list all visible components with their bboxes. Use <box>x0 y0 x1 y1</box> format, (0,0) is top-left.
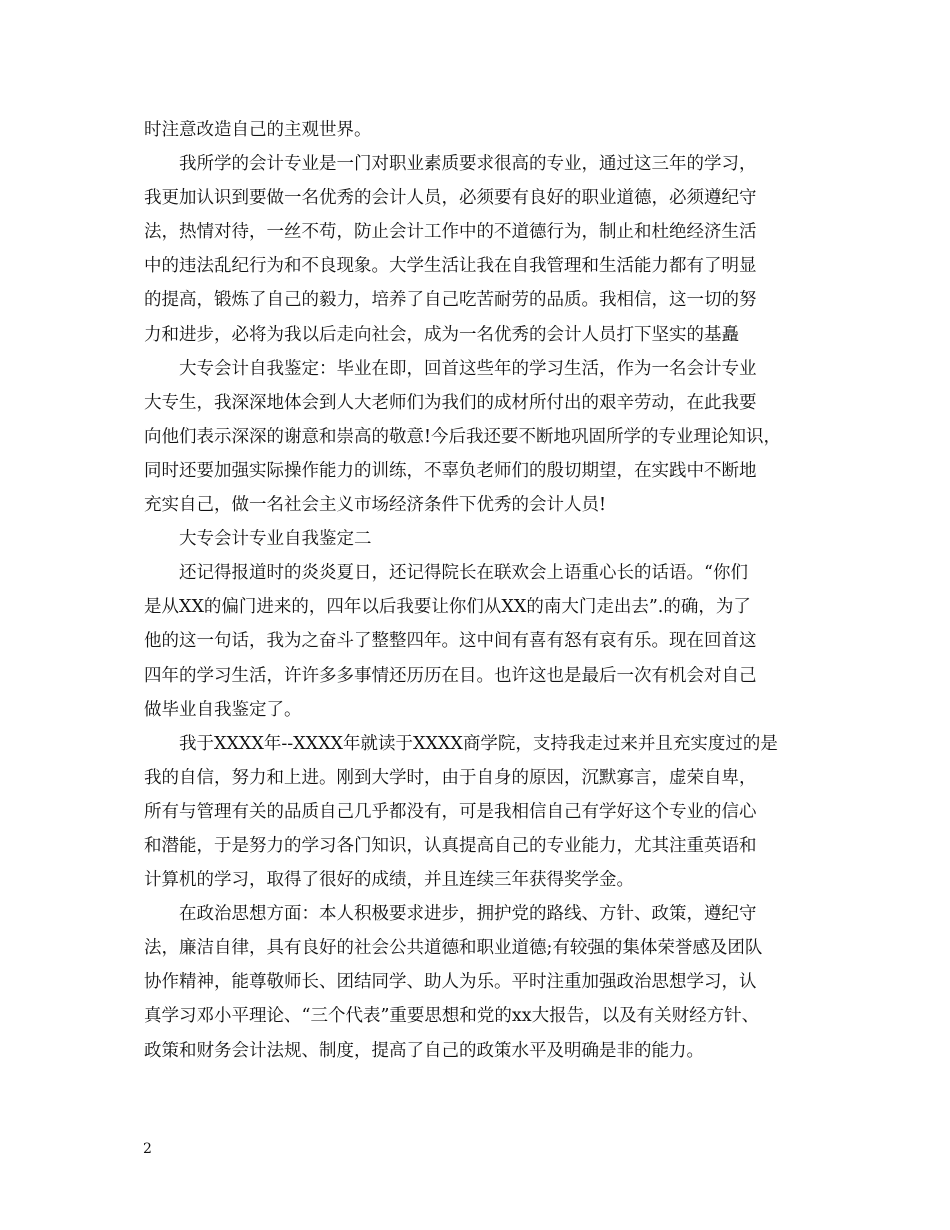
text-line: 法，热情对待，一丝不苟，防止会计工作中的不道德行为，制止和杜绝经济生活 <box>144 222 757 243</box>
text-line: 做毕业自我鉴定了。 <box>144 699 302 720</box>
text-line: 我更加认识到要做一名优秀的会计人员，必须要有良好的职业道德，必须遵纪守 <box>144 188 757 209</box>
text-line: 时注意改造自己的主观世界。 <box>144 120 372 140</box>
text-line: 大专生，我深深地体会到人大老师们为我们的成材所付出的艰辛劳动，在此我要 <box>144 392 757 413</box>
text-line: 的提高，锻炼了自己的毅力，培养了自己吃苦耐劳的品质。我相信，这一切的努 <box>144 290 757 311</box>
text-line: 政策和财务会计法规、制度，提高了自己的政策水平及明确是非的能力。 <box>144 1040 704 1061</box>
text-line: 四年的学习生活，许许多多事情还历历在目。也许这也是最后一次有机会对自己 <box>144 665 757 686</box>
text-line: 大专会计自我鉴定：毕业在即，回首这些年的学习生活，作为一名会计专业 <box>179 358 757 379</box>
text-line: 我所学的会计专业是一门对职业素质要求很高的专业，通过这三年的学习， <box>179 154 757 175</box>
text-line: 是从XX的偏门进来的，四年以后我要让你们从XX的南大门走出去”.的确，为了 <box>144 597 751 618</box>
text-line: 力和进步，必将为我以后走向社会，成为一名优秀的会计人员打下坚实的基矗 <box>144 324 739 345</box>
text-line: 在政治思想方面：本人积极要求进步，拥护党的路线、方针、政策，遵纪守 <box>179 904 757 925</box>
text-line: 和潜能，于是努力的学习各门知识，认真提高自己的专业能力，尤其注重英语和 <box>144 835 757 856</box>
text-line: 真学习邓小平理论、“三个代表”重要思想和党的xx大报告，以及有关财经方针、 <box>144 1006 760 1027</box>
text-line: 计算机的学习，取得了很好的成绩，并且连续三年获得奖学金。 <box>144 870 634 891</box>
text-line: 协作精神，能尊敬师长、团结同学、助人为乐。平时注重加强政治思想学习，认 <box>144 972 757 993</box>
text-line: 法，廉洁自律，具有良好的社会公共道德和职业道德;有较强的集体荣誉感及团队 <box>144 938 763 959</box>
text-line: 同时还要加强实际操作能力的训练，不辜负老师们的殷切期望，在实践中不断地 <box>144 460 757 481</box>
body-text <box>144 113 828 1068</box>
text-line: 我的自信，努力和上进。刚到大学时，由于自身的原因，沉默寡言，虚荣自卑， <box>144 767 757 788</box>
text-line: 他的这一句话，我为之奋斗了整整四年。这中间有喜有怒有哀有乐。现在回首这 <box>144 631 757 652</box>
text-line: 中的违法乱纪行为和不良现象。大学生活让我在自我管理和生活能力都有了明显 <box>144 256 757 277</box>
page-number: 2 <box>143 1141 152 1157</box>
text-line: 我于XXXX年--XXXX年就读于XXXX商学院，支持我走过来并且充实度过的是 <box>179 733 778 754</box>
text-line: 充实自己，做一名社会主义市场经济条件下优秀的会计人员! <box>144 495 607 516</box>
text-line: 大专会计专业自我鉴定二 <box>179 529 372 550</box>
text-line: 向他们表示深深的谢意和崇高的敬意!今后我还要不断地巩固所学的专业理论知识， <box>144 426 782 447</box>
text-line: 所有与管理有关的品质自己几乎都没有，可是我相信自己有学好这个专业的信心 <box>144 801 757 822</box>
text-line: 还记得报道时的炎炎夏日，还记得院长在联欢会上语重心长的话语。“你们 <box>179 563 748 584</box>
